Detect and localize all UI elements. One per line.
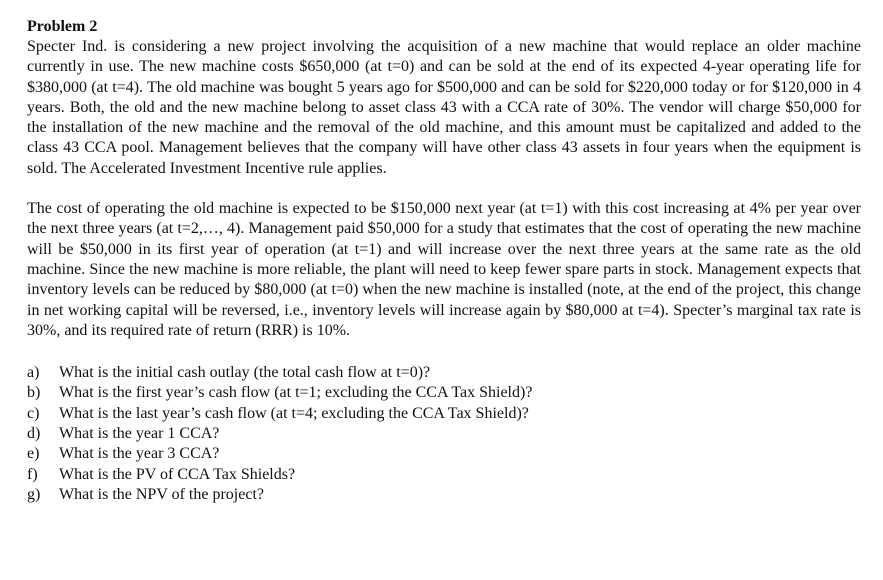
question-text: What is the year 3 CCA? (59, 445, 220, 463)
question-text: What is the year 1 CCA? (59, 425, 220, 443)
question-text: What is the NPV of the project? (59, 485, 264, 503)
question-letter: f) (27, 465, 38, 483)
question-item (27, 485, 861, 505)
question-letter: b) (27, 384, 41, 402)
question-text: What is the PV of CCA Tax Shields? (59, 465, 296, 483)
question-letter: c) (27, 404, 40, 422)
question-letter: g) (27, 485, 41, 503)
question-letter: a) (27, 364, 40, 382)
question-item (27, 465, 861, 485)
question-item (27, 424, 861, 444)
question-text: What is the last year’s cash flow (at t=4; excluding the CCA Tax Shield)? (59, 404, 529, 422)
question-item (27, 444, 861, 464)
problem-paragraph-2: The cost of operating the old machine is expected to be $150,000 next year (at t=1) with this cost increasing at 4% per year over the next three years (at t=2,…, 4). Management paid $50,000 for a study that estimates that the cost of operating the new machine will be $50,000 in its first year of operation (at t=1) and will increase over the next three years at the same rate as the old machine. Since the new machine is more reliable, the plant will need to keep fewer spare parts in stock. Management expects that inventory levels can be reduced by $80,000 (at t=0) when the new machine is installed (note, at the end of the project, this change in net working capital will be reversed, i.e., inventory levels will increase again by $80,000 at t=4). Specter’s marginal tax rate is 30%, and its required rate of return (RRR) is 10%. (27, 200, 861, 339)
problem-title: Problem 2 (27, 18, 98, 35)
question-list (27, 363, 861, 505)
question-text: What is the first year’s cash flow (at t=1; excluding the CCA Tax Shield)? (59, 384, 533, 402)
question-item (27, 363, 861, 383)
question-letter: e) (27, 445, 40, 463)
question-text: What is the initial cash outlay (the total cash flow at t=0)? (59, 364, 431, 382)
question-item (27, 383, 861, 403)
problem-paragraph-1: Specter Ind. is considering a new project involving the acquisition of a new machine that would replace an older machine currently in use. The new machine costs $650,000 (at t=0) and can be sold at the end of its expected 4-year operating life for $380,000 (at t=4). The old machine was bought 5 years ago for $500,000 and can be sold for $220,000 today or for $120,000 in 4 years. Both, the old and the new machine belong to asset class 43 with a CCA rate of 30%. The vendor will charge $50,000 for the installation of the new machine and the removal of the old machine, and this amount must be capitalized and added to the class 43 CCA pool. Management believes that the company will have other class 43 assets in four years when the equipment is sold. The Accelerated Investment Incentive rule applies. (27, 38, 861, 177)
question-letter: d) (27, 425, 41, 443)
question-item (27, 404, 861, 424)
